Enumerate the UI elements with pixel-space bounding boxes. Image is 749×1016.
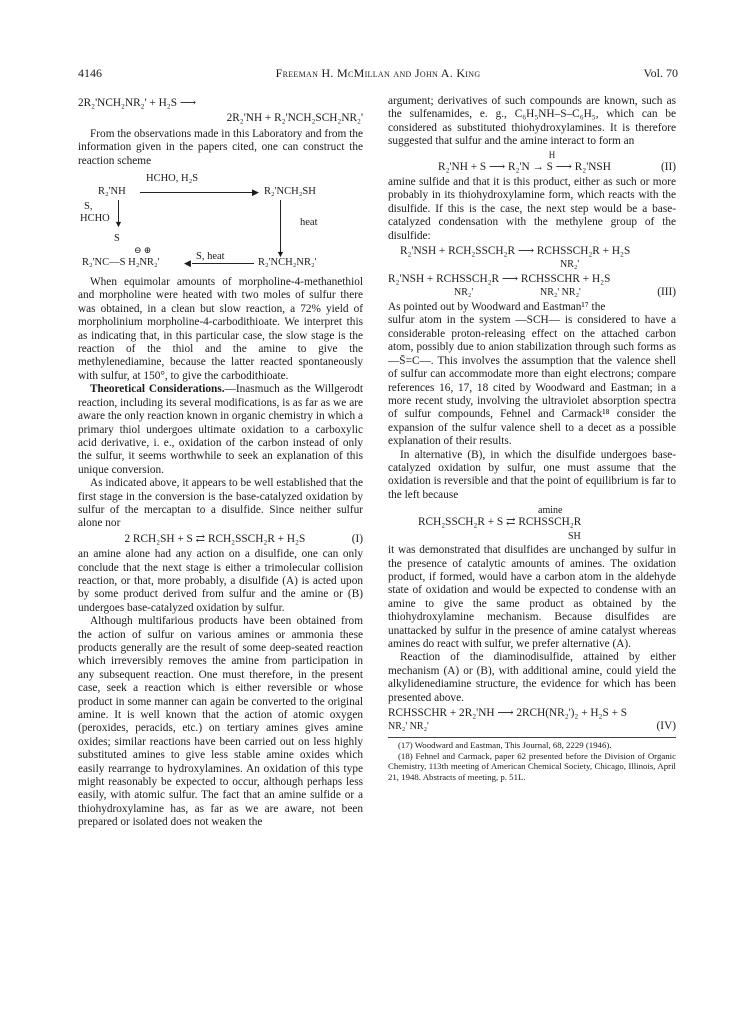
scheme-arrowhead-right: ▶	[252, 187, 259, 198]
equation-number: (IV)	[656, 720, 676, 733]
scheme-s-heat: S, heat	[196, 251, 225, 263]
section-heading: Theoretical Considerations.	[90, 383, 225, 396]
scheme-r2nch2sh: R₂'NCH₂SH	[264, 186, 316, 198]
page-header	[78, 66, 678, 82]
equation-I: 2 RCH₂SH + S ⇄ RCH₂SSCH₂R + H₂S (I)	[124, 532, 363, 545]
equation-number: (III)	[657, 286, 676, 299]
arrow-label: amine	[538, 505, 563, 517]
scheme-arrow-left	[192, 263, 254, 264]
equation-II: R₂'NH + S ⟶ R₂'N → S ⟶ R₂'NSH (II)	[438, 160, 676, 173]
equation-number: (I)	[351, 532, 363, 545]
scheme-arrow-right	[140, 192, 258, 193]
paragraph: From the observations made in this Laboratory and from the information given in the papers cited, one can construct the reaction scheme	[78, 127, 363, 167]
equation-oxidation: amine RCH₂SSCH₂R + S ⇄ RCHSSCH₂R SH	[418, 505, 582, 543]
scheme-arrowhead-down-left: ▼	[114, 219, 123, 230]
footnotes	[388, 737, 676, 782]
equation-top-line2: 2R₂'NH + R₂'NCH₂SCH₂NR₂'	[226, 112, 363, 125]
equation-III-a: R₂'NSH + RCH₂SSCH₂R ⟶ RCHSSCH₂R + H₂S NR₂'	[400, 245, 631, 271]
footnote: (17) Woodward and Eastman, This Journal, 68, 2229 (1946).	[398, 740, 612, 751]
footnote: (18) Fehnel and Carmack, paper 62 presented before the Division of Organic Chemistry, 113th meeting of American Chemical Society, Chicago, Illinois, April 21, 1948. Abstracts of meeting, p. 51L.	[388, 750, 676, 782]
paragraph: In alternative (B), in which the disulfide undergoes base-catalyzed oxidation by sulfur, one must assume that the oxidation is reversible and that the point of equilibrium is far to the left because	[388, 448, 676, 501]
scheme-s-label: S,	[84, 201, 93, 213]
scheme-arrow-down-right	[280, 200, 281, 254]
page-number: 4146	[78, 66, 102, 80]
paragraph: it was demonstrated that disulfides are unchanged by sulfur in the presence of catalytic amounts of amines. The oxidation product, if formed, would have a carbon atom in the aldehyde state of oxidation and would be expected to condense with an amine to give the same product as obtained by the thiohydroxylamine mechanism. Because disulfides are unattacked by sulfur in the presence of amine catalyst whereas amines do react with sulfur, we prefer alternative (A).	[388, 544, 676, 650]
running-title: Freeman H. McMillan and John A. King	[275, 66, 481, 80]
scheme-r2nh: R₂'NH	[98, 186, 126, 198]
equation-IV: RCHSSCHR + 2R₂'NH ⟶ 2RCH(NR₂')₂ + H₂S + S NR₂' NR₂' (IV)	[388, 707, 676, 733]
paragraph: Reaction of the diaminodisulfide, attained by either mechanism (A) or (B), with additional amine, could yield the alkylidenediamine structure, the evidence for which has been presented above.	[388, 651, 676, 704]
scheme-heat-label: heat	[300, 217, 318, 229]
paragraph: As pointed out by Woodward and Eastman¹⁷ the	[388, 301, 606, 314]
equation-number: (II)	[660, 160, 676, 173]
scheme-s-top: S	[114, 233, 120, 245]
paragraph: an amine alone had any action on a disulfide, one can only conclude that the next stage is either a trimolecular collision reaction, or that, more probably, a disulfide (A) is acted upon by some product derived from sulfur and the amine or (B) undergoes base-catalyzed oxidation by sulfur.	[78, 548, 363, 614]
paragraph: Theoretical Considerations.—Inasmuch as the Willgerodt reaction, including its several modifications, is as far as we are aware the only reaction known in organic chemistry in which a primary thiol undergoes ultimate oxidation to a carboxylic acid derivative, i. e., oxidation of the carbon instead of only the sulfur, it seems worthwhile to seek an explanation of this unique conversion.	[78, 383, 364, 476]
paragraph: Although multifarious products have been obtained from the action of sulfur on various amines or ammonia these products generally are the result of some deep-seated reaction which irreversibly removes the amine from participation in any subsequent reaction. One must therefore, in the present case, seek a reaction which is either reversible or whose product in some manner can again be converted to the original amine. It is well known that the action of atomic oxygen (peroxides, peracids, etc.) on tertiary amines gives amine oxides; similar reactions have been carried out on less highly substituted amines to give less stable amine oxides which easily rearrange to hydroxylamines. An oxidation of this type might reasonably be expected to occur, although perhaps less easily, with atomic sulfur. The fact that an amine sulfide or a thiohydroxylamine has, as far as we are aware, not been prepared or isolated does not weaken the	[78, 615, 363, 829]
scheme-top-reagent: HCHO, H₂S	[146, 173, 199, 185]
right-column	[388, 95, 676, 782]
reaction-scheme	[78, 172, 363, 272]
paragraph: sulfur atom in the system —SCH— is considered to have a considerable proton-releasing effect on the attached carbon atom, possibly due to anion stabilization through such forms as —S̄=C—. This involves the assumption that the valence shell of sulfur can accommodate more than eight electrons; compare references 16, 17, 18 cited by Woodward and Eastman; in a more recent study, involving the ultraviolet absorption spectra of sulfur compounds, Fehnel and Carmack¹⁸ consider the expansion of the sulfur valence shell to a decet as a possible explanation of their results.	[388, 314, 676, 448]
paragraph: As indicated above, it appears to be well established that the first stage in the conversion is the base-catalyzed oxidation by sulfur of the mercaptan to a disulfide. Since neither sulfur alone nor	[78, 477, 363, 530]
paragraph: amine sulfide and that it is this product, either as such or more probably in its thiohydroxylamine form, which reacts with the disulfide. If this is the case, the next step would be a base-catalyzed condensation with the methylene group of the disulfide:	[388, 176, 676, 242]
scheme-diamine: R₂'NCH₂NR₂'	[258, 257, 317, 269]
scheme-dithioate: R₂'NC—S H₂NR₂'	[82, 257, 160, 269]
scheme-arrowhead-left: ◀	[184, 258, 191, 269]
scheme-hcho-label: HCHO	[80, 213, 110, 225]
paragraph: When equimolar amounts of morpholine-4-methanethiol and morpholine were heated with two moles of sulfur there was obtained, in a clean but slow reaction, a 72% yield of morpholinium morpholine-4-carbodithioate. We interpret this as indicating that, in this particular case, the slow stage is the reaction of the thiol and the amine to give the methylenediamine, because the latter reacted spontaneously with sulfur, at 150°, to give the carbodithioate.	[78, 276, 363, 382]
scheme-arrowhead-down-right: ▼	[276, 249, 285, 260]
left-column	[78, 95, 363, 830]
scheme-charges: ⊖ ⊕	[134, 245, 152, 256]
paragraph: argument; derivatives of such compounds are known, such as the sulfenamides, e. g., C₆H₅NH–S–C₆H₅, which can be considered as substituted thiohydroxylamines. It is therefore suggested that sulfur and the amine interact to form an	[388, 95, 676, 148]
equation-top-line1: 2R₂'NCH₂NR₂' + H₂S ⟶	[78, 97, 197, 109]
equation-III-b: R₂'NSH + RCHSSCH₂R ⟶ RCHSSCHR + H₂S NR₂' NR₂' NR₂' (III)	[388, 273, 676, 299]
equation-II-h: H	[548, 149, 556, 160]
volume-label: Vol. 70	[643, 66, 678, 80]
